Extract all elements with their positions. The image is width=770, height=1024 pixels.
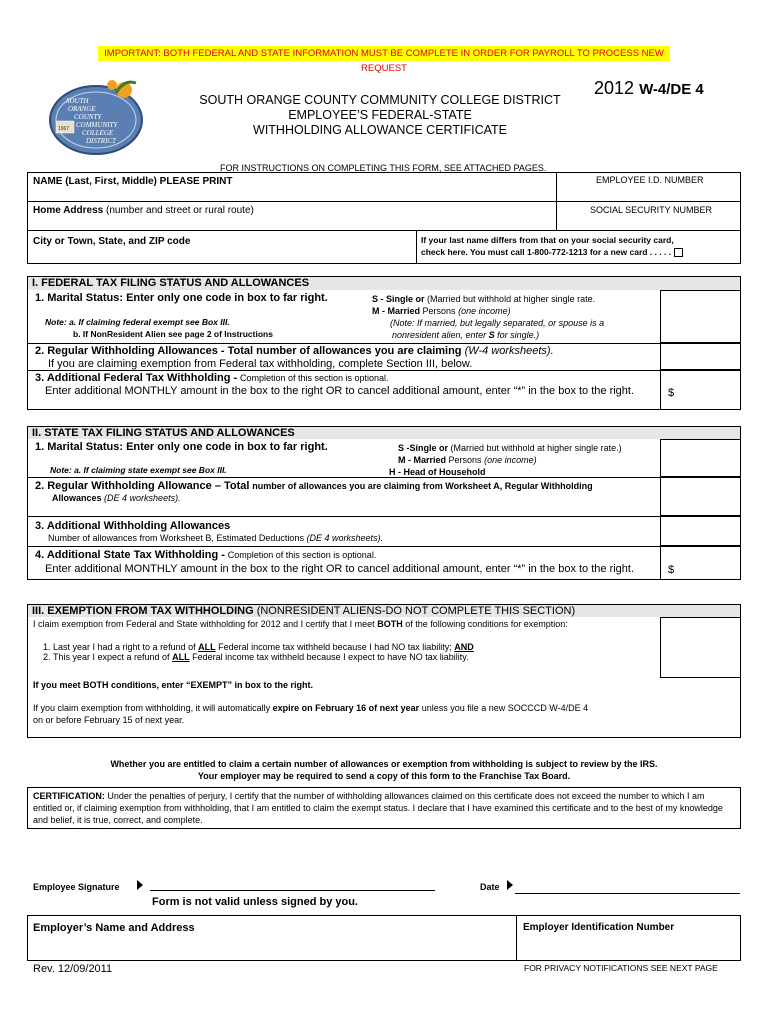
federal-note-a: Note: a. If claiming federal exempt see Box III. [45, 317, 230, 327]
employer-name-input[interactable] [33, 937, 511, 959]
employee-signature-line[interactable] [150, 890, 435, 891]
state-additional-allowances-text: Number of allowances from Worksheet B, Estimated Deductions (DE 4 worksheets). [48, 533, 383, 543]
date-line[interactable] [515, 893, 740, 894]
employee-id-input[interactable] [562, 186, 737, 200]
state-additional-allowances-input[interactable] [660, 516, 741, 546]
header-line3: WITHHOLDING ALLOWANCE CERTIFICATE [253, 123, 507, 137]
divider [27, 477, 741, 478]
svg-text:SOUTH: SOUTH [66, 97, 89, 105]
state-note-a: Note: a. If claiming state exempt see Box III. [50, 465, 227, 475]
federal-marital-label: 1. Marital Status: Enter only one code in box to far right. [35, 292, 328, 304]
svg-text:1967: 1967 [58, 126, 70, 132]
federal-additional-input[interactable] [660, 370, 741, 410]
condition-2: 2. This year I expect a refund of ALL Federal income tax withheld because I expect to have NO tax liability. [53, 652, 635, 662]
form-name: W-4/DE 4 [639, 81, 704, 98]
exemption-conditions [35, 642, 635, 662]
federal-codes: S - Single or (Married but withhold at higher single rate. M - Married Persons (one income) (Note: If married, but legally separated, or spouse is a nonresident alien, enter S for single.) [372, 294, 605, 340]
form-id [594, 78, 704, 99]
federal-allowances-label: 2. Regular Withholding Allowances - Total number of allowances you are claiming (W-4 worksheets). [35, 345, 554, 357]
dollar-sign: $ [668, 387, 675, 399]
ssn-input[interactable] [562, 216, 737, 229]
divider [516, 915, 517, 961]
employee-id-label: EMPLOYEE I.D. NUMBER [596, 175, 704, 185]
divider [27, 546, 741, 547]
svg-text:DISTRICT: DISTRICT [86, 137, 116, 145]
lastname-note: If your last name differs from that on your social security card, check here. You must call 1-800-772-1213 for a new card . . . . . [421, 234, 683, 258]
state-additional-withholding-label: 4. Additional State Tax Withholding - Completion of this section is optional. [35, 549, 377, 561]
employer-id-label: Employer Identification Number [523, 922, 675, 933]
divider [27, 343, 741, 344]
date-label: Date [480, 882, 500, 892]
state-marital-status-input[interactable] [660, 439, 741, 477]
svg-text:COLLEGE: COLLEGE [82, 129, 114, 137]
svg-text:COMMUNITY: COMMUNITY [76, 121, 118, 129]
state-marital-label: 1. Marital Status: Enter only one code in box to far right. [35, 441, 328, 453]
city-input[interactable] [33, 248, 411, 262]
irs-review-note: Whether you are entitled to claim a certain number of allowances or exemption from withholding is subject to review by the IRS. Your employer may be required to send a copy of this form to the Franchise Tax Board. [110, 759, 658, 781]
exemption-expire-note: If you claim exemption from withholding, it will automatically expire on February 16 of next year unless you file a new SOCCCD W-4/DE 4 on or before February 15 of next year. [33, 703, 589, 725]
svg-text:COUNTY: COUNTY [74, 113, 102, 121]
state-codes: S -Single or (Married but withhold at higher single rate.) M - Married Persons (one income) H - Head of Household [389, 443, 622, 477]
divider [27, 370, 741, 371]
employer-name-label: Employer’s Name and Address [33, 922, 195, 934]
ssn-label: SOCIAL SECURITY NUMBER [590, 205, 713, 215]
federal-section-title: I. FEDERAL TAX FILING STATUS AND ALLOWANCES [28, 277, 740, 290]
state-allowance-line2: Allowances (DE 4 worksheets). [52, 493, 181, 503]
divider [416, 230, 417, 264]
state-section-title: II. STATE TAX FILING STATUS AND ALLOWANCES [28, 427, 740, 439]
state-additional-input[interactable] [660, 546, 741, 580]
state-additional-allowances-label: 3. Additional Withholding Allowances [35, 520, 231, 532]
revision-date: Rev. 12/09/2011 [33, 963, 113, 975]
employee-signature-label: Employee Signature [33, 882, 120, 892]
divider [27, 516, 741, 517]
address-input[interactable] [33, 216, 548, 229]
address-label: Home Address (number and street or rural route) [33, 205, 254, 216]
exemption-intro: I claim exemption from Federal and State withholding for 2012 and I certify that I meet BOTH of the following conditions for exemption: [33, 619, 568, 629]
state-allowance-input[interactable] [660, 477, 741, 516]
district-name: SOUTH ORANGE COUNTY COMMUNITY COLLEGE DISTRICT [199, 93, 561, 107]
form-year: 2012 [594, 78, 635, 98]
federal-exemption-note: If you are claiming exemption from Federal tax withholding, complete Section III, below. [48, 358, 473, 370]
arrow-right-icon [137, 880, 143, 890]
state-additional-text: Enter additional MONTHLY amount in the box to the right OR to cancel additional amount, enter “*” in the box to the right. [45, 563, 635, 575]
employer-id-input[interactable] [523, 937, 737, 959]
certification-text: CERTIFICATION: Under the penalties of perjury, I certify that the number of withholding allowances claimed on this certificate does not exceed the number to which I am entitled or, if claiming exemption from withholding, that I am entitled to claim the exempt status. I declare that I have examined this certificate and to the best of my knowledge and belief, it is true, correct, and complete. [33, 791, 723, 825]
divider [27, 230, 741, 231]
federal-allowances-input[interactable] [660, 343, 741, 370]
privacy-note: FOR PRIVACY NOTIFICATIONS SEE NEXT PAGE [524, 963, 718, 973]
signature-warning: Form is not valid unless signed by you. [152, 896, 358, 908]
instructions-note: FOR INSTRUCTIONS ON COMPLETING THIS FORM, SEE ATTACHED PAGES. [220, 163, 547, 173]
federal-marital-status-input[interactable] [660, 290, 741, 343]
arrow-right-icon [507, 880, 513, 890]
federal-additional-text: Enter additional MONTHLY amount in the box to the right OR to cancel additional amount, enter “*” in the box to the right. [45, 385, 635, 397]
dollar-sign: $ [668, 564, 675, 576]
condition-1: 1. Last year I had a right to a refund of ALL Federal income tax withheld because I had NO tax liability; AND [53, 642, 635, 652]
exempt-input[interactable] [660, 617, 741, 678]
form-header [190, 93, 570, 138]
lastname-differs-checkbox[interactable] [674, 248, 683, 257]
exemption-both-note: If you meet BOTH conditions, enter “EXEMPT” in box to the right. [33, 680, 314, 690]
header-line2: EMPLOYEE’S FEDERAL-STATE [288, 108, 472, 122]
federal-note-b: b. If NonResident Alien see page 2 of Instructions [73, 329, 273, 339]
district-logo [46, 75, 146, 157]
important-banner [98, 46, 670, 74]
name-input[interactable] [33, 186, 548, 200]
divider [556, 172, 557, 230]
federal-additional-label: 3. Additional Federal Tax Withholding - Completion of this section is optional. [35, 372, 389, 384]
banner-text: IMPORTANT: BOTH FEDERAL AND STATE INFORMATION MUST BE COMPLETE IN ORDER FOR PAYROLL TO PROCESS NEW REQUEST [104, 48, 664, 74]
exemption-section-title: III. EXEMPTION FROM TAX WITHHOLDING (NONRESIDENT ALIENS-DO NOT COMPLETE THIS SECTION) [28, 605, 740, 617]
divider [27, 201, 741, 202]
state-allowance-label: 2. Regular Withholding Allowance – Total number of allowances you are claiming from Worksheet A, Regular Withholding [35, 480, 593, 492]
name-label: NAME (Last, First, Middle) PLEASE PRINT [33, 176, 233, 187]
city-label: City or Town, State, and ZIP code [33, 236, 191, 247]
svg-text:ORANGE: ORANGE [68, 105, 96, 113]
